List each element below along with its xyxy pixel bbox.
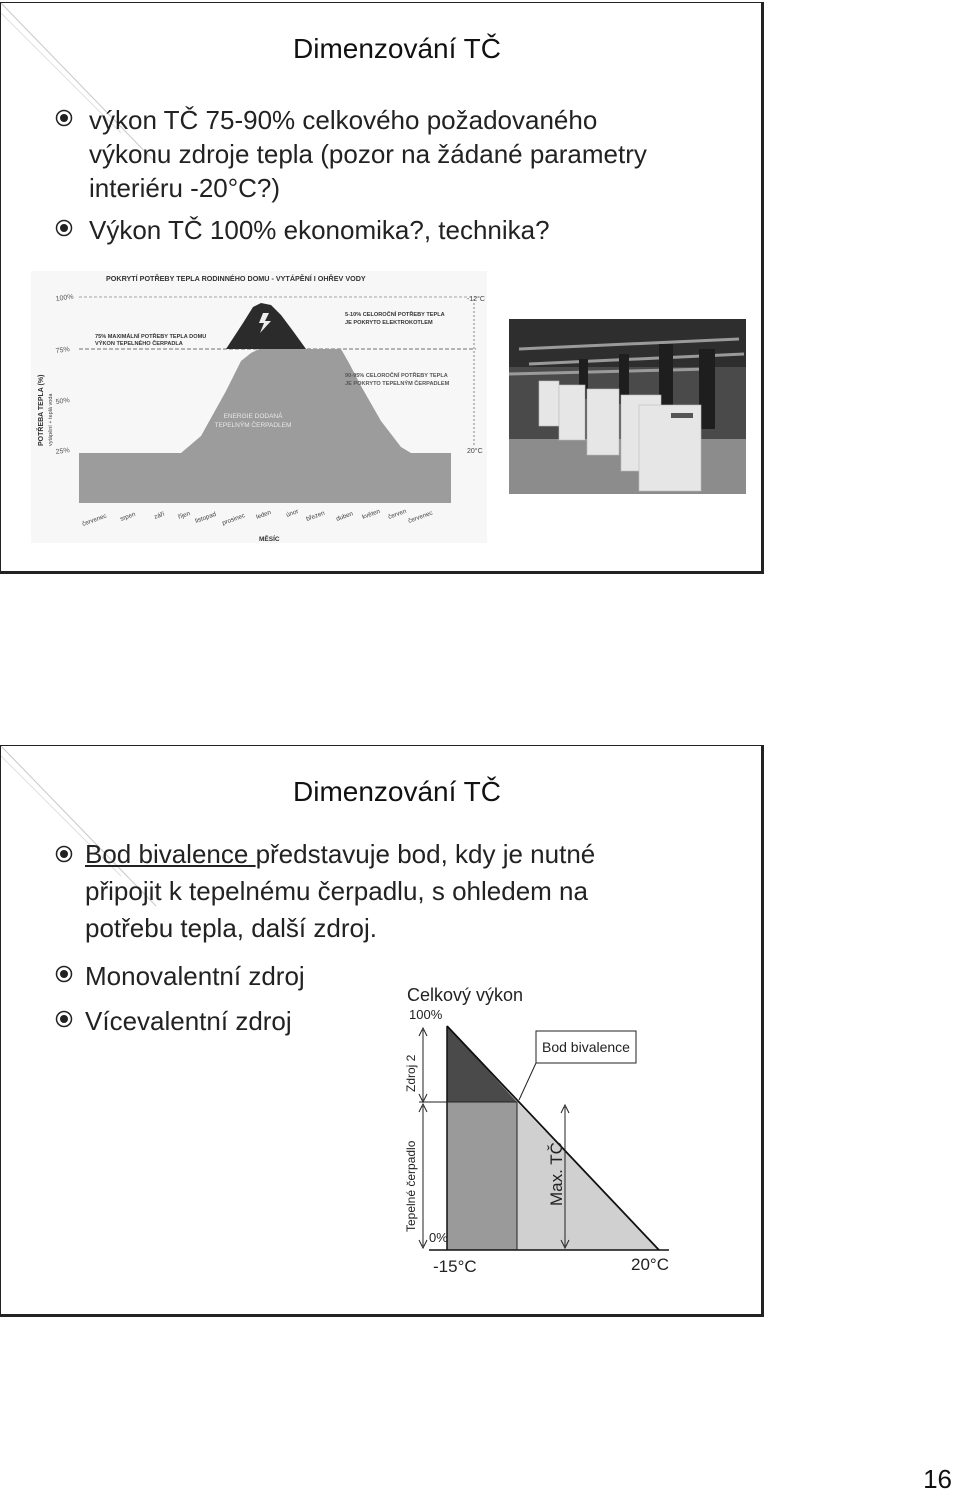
month-label: červenec bbox=[81, 512, 108, 528]
bullet-icon bbox=[55, 219, 73, 237]
month-label: leden bbox=[255, 509, 273, 521]
temp-label: 20°C bbox=[467, 448, 483, 455]
bullet-icon bbox=[55, 965, 73, 983]
bullet-item bbox=[85, 959, 305, 993]
bullet-icon bbox=[55, 109, 73, 127]
bullet-line: Výkon TČ 100% ekonomika?, technika? bbox=[89, 215, 550, 245]
label-total: Celkový výkon bbox=[407, 985, 524, 1005]
slide-1 bbox=[0, 2, 764, 574]
month-label: březen bbox=[305, 509, 326, 523]
slide-title: Dimenzování TČ bbox=[293, 776, 502, 807]
y-tick: 75% bbox=[55, 346, 71, 355]
bivalence-diagram bbox=[389, 974, 682, 1279]
y-tick: 50% bbox=[55, 397, 71, 406]
bullet-line: připojit k tepelnému čerpadlu, s ohledem na bbox=[85, 876, 588, 906]
bullet-line: Monovalentní zdroj bbox=[85, 961, 305, 991]
bullet-item bbox=[85, 836, 595, 947]
label-zero: 0% bbox=[429, 1230, 448, 1245]
bullet-line: interiéru -20°C?) bbox=[89, 173, 281, 203]
slide-title: Dimenzování TČ bbox=[293, 33, 502, 64]
month-label: prosinec bbox=[221, 512, 247, 527]
bullet-icon bbox=[55, 845, 73, 863]
bullet-item bbox=[89, 213, 550, 247]
annotation: 90-95% CELOROČNÍ POTŘEBY TEPLA bbox=[345, 373, 448, 379]
month-label: září bbox=[153, 510, 166, 521]
annotation: JE POKRYTO TEPELNÝM ČERPADLEM bbox=[345, 381, 450, 387]
heat-pump-photo bbox=[509, 319, 746, 494]
annotation: JE POKRYTO ELEKTROKOTLEM bbox=[345, 320, 433, 326]
month-label: srpen bbox=[119, 510, 137, 523]
y-axis-sublabel: vytápění + teplá voda bbox=[48, 393, 54, 446]
temp-label: -12°C bbox=[467, 296, 485, 303]
chart-title: POKRYTÍ POTŘEBY TEPLA RODINNÉHO DOMU - VYTÁPĚNÍ I OHŘEV VODY bbox=[106, 274, 366, 283]
label-zdroj2: Zdroj 2 bbox=[404, 1054, 418, 1092]
label-max: Max. TČ bbox=[547, 1142, 566, 1206]
x-axis-label: MĚSÍC bbox=[259, 536, 280, 543]
month-label: únor bbox=[285, 507, 300, 519]
annotation: 5-10% CELOROČNÍ POTŘEBY TEPLA bbox=[345, 312, 445, 318]
annotation-center: ENERGIE DODANÁ bbox=[223, 413, 283, 420]
month-label: listopad bbox=[194, 510, 218, 525]
bullet-icon bbox=[55, 1010, 73, 1028]
bivalence-term: Bod bivalence bbox=[85, 839, 256, 869]
month-label: říjen bbox=[177, 510, 192, 521]
annotation: 75% MAXIMÁLNÍ POTŘEBY TEPLA DOMU bbox=[95, 334, 207, 340]
label-left-temp: -15°C bbox=[433, 1257, 477, 1276]
heat-pump-area bbox=[447, 1102, 517, 1250]
slide-2 bbox=[0, 745, 764, 1317]
bullet-line: potřebu tepla, další zdroj. bbox=[85, 913, 377, 943]
annotation-center: TEPELNÝM ČERPADLEM bbox=[214, 422, 292, 429]
bullet-line: výkonu zdroje tepla (pozor na žádané parametry bbox=[89, 139, 647, 169]
month-label: květen bbox=[361, 507, 382, 521]
bullet-line: Vícevalentní zdroj bbox=[85, 1006, 292, 1036]
bullet-line: výkon TČ 75-90% celkového požadovaného bbox=[89, 105, 598, 135]
label-100: 100% bbox=[409, 1007, 443, 1022]
annotation: VÝKON TEPELNÉHO ČERPADLA bbox=[95, 341, 183, 347]
label-right-temp: 20°C bbox=[631, 1255, 669, 1274]
label-tc: Tepelné čerpadlo bbox=[404, 1140, 418, 1232]
heat-coverage-chart bbox=[31, 271, 487, 543]
y-tick: 100% bbox=[55, 293, 75, 303]
month-label: červenec bbox=[407, 509, 434, 525]
y-tick: 25% bbox=[55, 447, 71, 456]
y-axis-label: POTŘEBA TEPLA (%) bbox=[38, 374, 45, 446]
bullet-item bbox=[85, 1004, 292, 1038]
bullet-item bbox=[89, 103, 647, 205]
month-label: duben bbox=[335, 510, 355, 523]
month-label: červen bbox=[387, 507, 408, 521]
label-bod: Bod bivalence bbox=[542, 1039, 630, 1055]
page-number: 16 bbox=[923, 1464, 952, 1494]
bullet-line: představuje bod, kdy je nutné bbox=[255, 839, 596, 869]
